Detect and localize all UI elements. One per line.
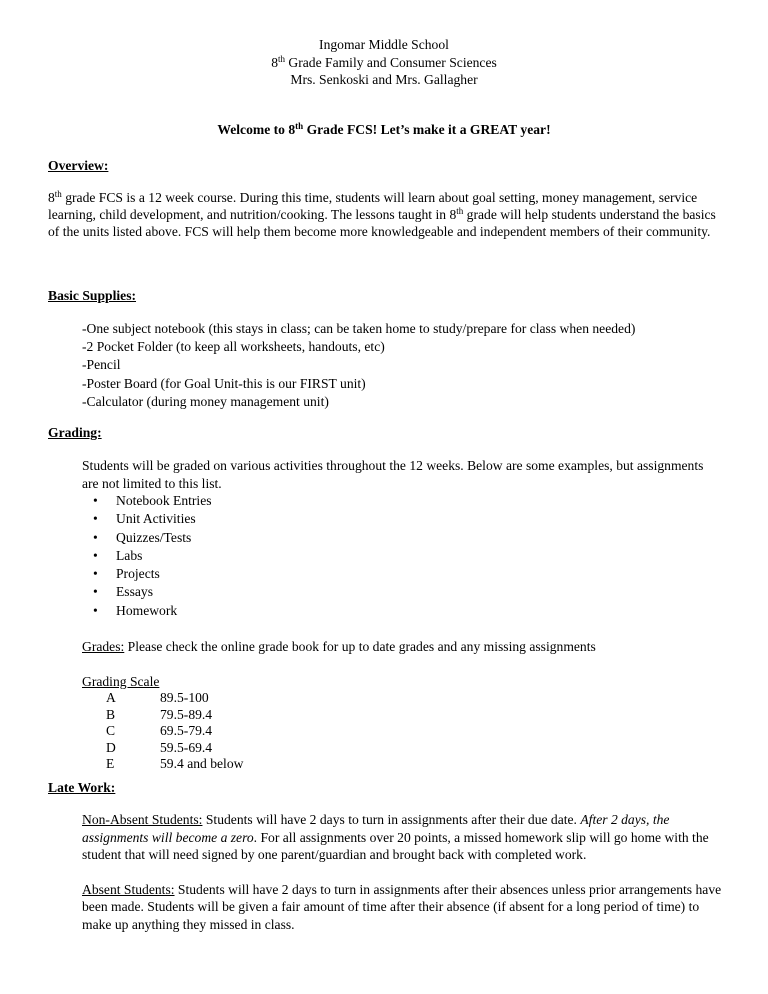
absent-paragraph: Absent Students: Students will have 2 days to turn in assignments after their absences unless prior arrangements have been made. Students will be given a fair amount of time after their absence (if absent for a long period of time) to make up anything they missed in class. (82, 881, 722, 932)
grading-scale-label: Grading Scale (82, 674, 160, 690)
supplies-heading: Basic Supplies: (48, 288, 137, 303)
supply-item: -2 Pocket Folder (to keep all worksheets, handouts, etc) (82, 339, 385, 355)
late-work-section (48, 779, 728, 933)
list-item: • Notebook Entries (82, 492, 728, 510)
supply-item: -Calculator (during money management unit) (82, 393, 329, 409)
table-row: A 89.5-100 (106, 690, 209, 706)
supplies-section (48, 287, 728, 411)
overview-section (48, 157, 728, 240)
table-row: B 79.5-89.4 (106, 706, 213, 722)
list-item: • Quizzes/Tests (82, 529, 728, 547)
supplies-list (48, 320, 728, 411)
list-item: • Unit Activities (82, 510, 728, 528)
welcome-line: Welcome to 8th Grade FCS! Let’s make it a GREAT year! (217, 121, 551, 137)
table-row: D 59.5-69.4 (106, 739, 213, 755)
assignment-types-list (82, 492, 728, 620)
grading-heading: Grading: (48, 425, 102, 440)
course-title: 8th Grade Family and Consumer Sciences (271, 53, 497, 70)
supply-item: -One subject notebook (this stays in class; can be taken home to study/prepare for class when needed) (82, 321, 636, 336)
grading-section (48, 424, 728, 773)
list-item: • Projects (82, 565, 728, 583)
list-item: • Labs (82, 547, 728, 565)
list-item: • Homework (82, 602, 728, 620)
table-row: C 69.5-79.4 (106, 723, 213, 739)
grades-note: Grades: Please check the online grade book for up to date grades and any missing assignments (82, 639, 596, 655)
supply-item: -Pencil (82, 357, 121, 373)
table-row: E 59.4 and below (106, 756, 244, 772)
document-header (0, 36, 768, 89)
non-absent-paragraph: Non-Absent Students: Students will have 2 days to turn in assignments after their due date. After 2 days, the assignments will become a zero. For all assignments over 20 points, a missed homework slip will go home with the student that will need signed by one parent/guardian and brought back with completed work. (82, 812, 709, 862)
teacher-names: Mrs. Senkoski and Mrs. Gallagher (290, 72, 478, 87)
grading-scale (48, 673, 728, 773)
school-name: Ingomar Middle School (319, 37, 449, 52)
overview-paragraph: 8th grade FCS is a 12 week course. During this time, students will learn about goal setting, money management, service learning, child development, and nutrition/cooking. The lessons taught in 8th grade will help students understand the basics of the units listed above. FCS will help them become more knowledgeable and independent members of their community. (48, 189, 716, 239)
list-item: • Essays (82, 583, 728, 601)
supply-item: -Poster Board (for Goal Unit-this is our FIRST unit) (82, 375, 366, 391)
grading-intro: Students will be graded on various activities throughout the 12 weeks. Below are some examples, but assignments are not limited to this list. (82, 458, 704, 491)
late-work-heading: Late Work: (48, 780, 116, 795)
overview-heading: Overview: (48, 158, 109, 173)
